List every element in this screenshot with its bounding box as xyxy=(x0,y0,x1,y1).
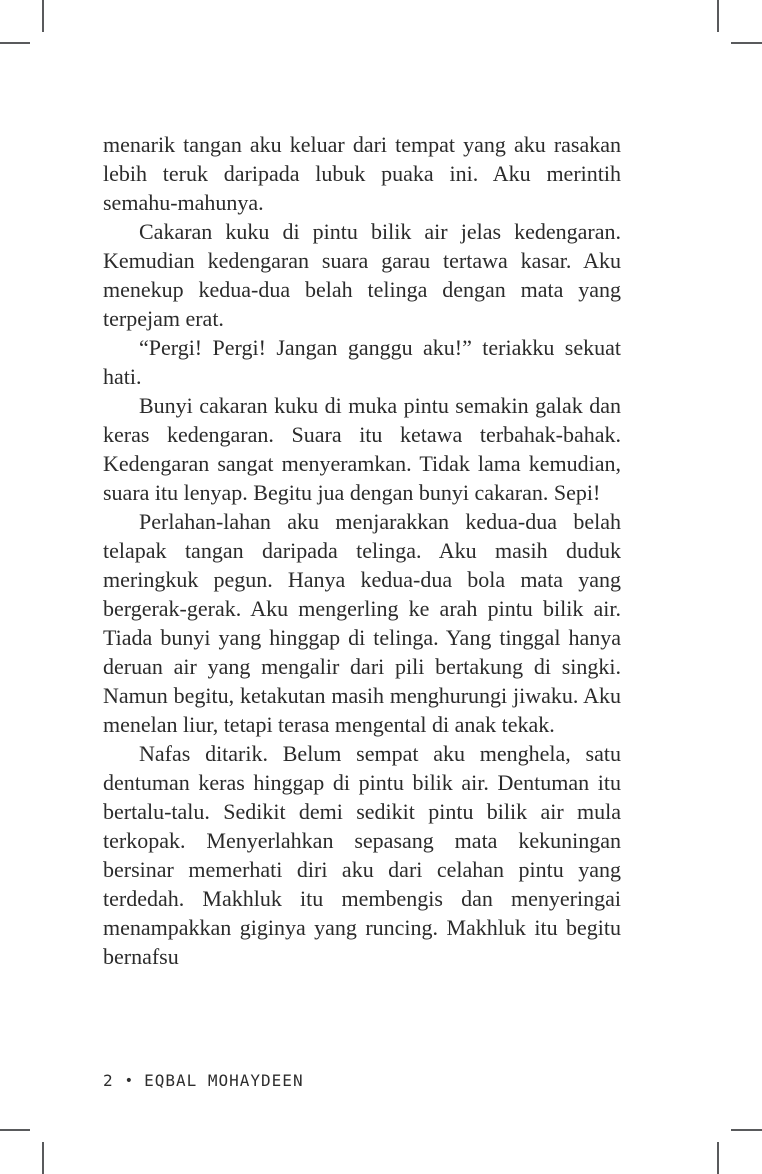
paragraph: Cakaran kuku di pintu bilik air jelas kedengaran. Kemudian kedengaran suara garau tertawa kasar. Aku menekup kedua-dua belah telinga dengan mata yang terpejam erat. xyxy=(103,219,621,331)
crop-mark-bottom-right-horizontal xyxy=(731,1129,762,1131)
crop-mark-bottom-left-vertical xyxy=(42,1142,44,1174)
crop-mark-top-right-vertical xyxy=(717,0,719,32)
crop-mark-top-left-horizontal xyxy=(0,42,30,44)
paragraph: “Pergi! Pergi! Jangan ganggu aku!” teriakku sekuat hati. xyxy=(103,335,621,389)
bullet-separator-icon: • xyxy=(124,1073,134,1089)
page-number: 2 xyxy=(103,1071,114,1090)
paragraph: menarik tangan aku keluar dari tempat yang aku rasakan lebih teruk daripada lubuk puaka ini. Aku merintih semahu-mahunya. xyxy=(103,132,621,215)
body-text-column xyxy=(103,130,621,971)
crop-mark-bottom-right-vertical xyxy=(717,1142,719,1174)
crop-mark-bottom-left-horizontal xyxy=(0,1129,30,1131)
crop-mark-top-left-vertical xyxy=(42,0,44,32)
paragraph: Bunyi cakaran kuku di muka pintu semakin galak dan keras kedengaran. Suara itu ketawa terbahak-bahak. Kedengaran sangat menyeramkan. Tidak lama kemudian, suara itu lenyap. Begitu jua dengan bunyi cakaran. Sepi! xyxy=(103,393,621,505)
crop-mark-top-right-horizontal xyxy=(731,42,762,44)
paragraph: Perlahan-lahan aku menjarakkan kedua-dua belah telapak tangan daripada telinga. Aku masih duduk meringkuk pegun. Hanya kedua-dua bola mata yang bergerak-gerak. Aku mengerling ke arah pintu bilik air. Tiada bunyi yang hinggap di telinga. Yang tinggal hanya deruan air yang mengalir dari pili bertakung di singki. Namun begitu, ketakutan masih menghurungi jiwaku. Aku menelan liur, tetapi terasa mengental di anak tekak. xyxy=(103,509,621,737)
page-footer xyxy=(103,1071,304,1091)
paragraph: Nafas ditarik. Belum sempat aku menghela, satu dentuman keras hinggap di pintu bilik air. Dentuman itu bertalu-talu. Sedikit demi sedikit pintu bilik air mula terkopak. Menyerlahkan sepasang mata kekuningan bersinar memerhati diri aku dari celahan pintu yang terdedah. Makhluk itu membengis dan menyeringai menampakkan giginya yang runcing. Makhluk itu begitu bernafsu xyxy=(103,741,621,969)
running-title: EQBAL MOHAYDEEN xyxy=(144,1071,304,1090)
